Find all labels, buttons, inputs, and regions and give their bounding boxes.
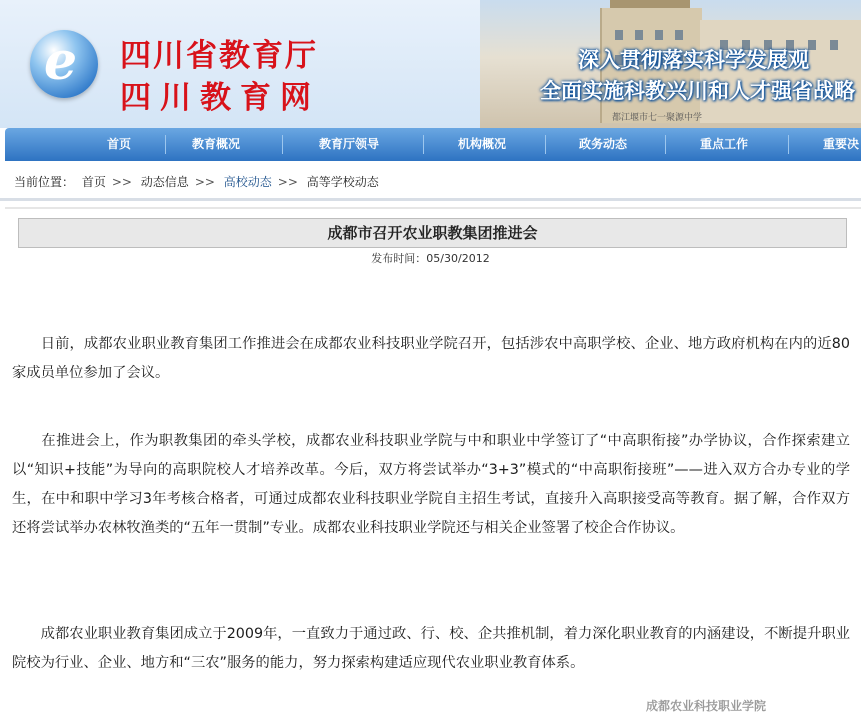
slogan-line1: 深入贯彻落实科学发展观	[578, 48, 809, 72]
building-plaque: 都江堰市七一聚源中学	[612, 113, 703, 123]
article-source: 成都农业科技职业学院	[646, 699, 767, 713]
breadcrumb-item-higher-education-news: 高等学校动态	[306, 175, 379, 189]
e-logo-icon: e	[30, 30, 98, 98]
nav-item-home[interactable]: 首页	[107, 137, 132, 151]
slogan-line2: 全面实施科教兴川和人才强省战略	[540, 79, 855, 103]
nav-item-leadership[interactable]: 教育厅领导	[319, 137, 380, 151]
breadcrumb-prefix: 当前位置：	[14, 175, 75, 189]
nav-item-important[interactable]: 重要决	[823, 137, 860, 151]
article-paragraph-1: 日前，成都农业职业教育集团工作推进会在成都农业科技职业学院召开，包括涉农中高职学校、企业、地方政府机构在内的近80家成员单位参加了会议。	[12, 336, 850, 381]
article-title: 成都市召开农业职教集团推进会	[18, 218, 847, 248]
header-banner	[0, 0, 861, 128]
nav-item-government-news[interactable]: 政务动态	[579, 137, 628, 151]
breadcrumb-item-university-news[interactable]: 高校动态	[223, 175, 272, 189]
breadcrumb-separator: >>	[111, 175, 132, 189]
article-pubdate: 发布时间：05/30/2012	[371, 252, 490, 265]
article-paragraph-3: 成都农业职业教育集团成立于2009年，一直致力于通过政、行、校、企共推机制，着力深化职业教育的内涵建设，不断提升职业院校为行业、企业、地方和“三农”服务的能力，努力探索构建适应现代农业职业教育体系。	[12, 626, 850, 671]
nav-item-key-work[interactable]: 重点工作	[700, 137, 749, 151]
breadcrumb-divider	[0, 198, 861, 201]
article-paragraph-2: 在推进会上，作为职教集团的牵头学校，成都农业科技职业学院与中和职业中学签订了“中高职衔接”办学协议，合作探索建立以“知识+技能”为导向的高职院校人才培养改革。今后，双方将尝试举办“3+3”模式的“中高职衔接班”——进入双方合办专业的学生，在中和职中学习3年考核合格者，可通过成都农业科技职业学院自主招生考试，直接升入高职接受高等教育。据了解，合作双方还将尝试举办农林牧渔类的“五年一贯制”专业。成都农业科技职业学院还与相关企业签署了校企合作协议。	[12, 433, 850, 536]
nav-item-education-overview[interactable]: 教育概况	[192, 137, 241, 151]
site-title-line1: 四川省教育厅	[120, 38, 318, 74]
content-top-divider	[5, 207, 861, 209]
breadcrumb-item-news[interactable]: 动态信息	[140, 175, 189, 189]
site-title-line2: 四川教育网	[120, 80, 320, 116]
breadcrumb-separator: >>	[277, 175, 298, 189]
nav-item-organization[interactable]: 机构概况	[458, 137, 507, 151]
breadcrumb	[14, 173, 383, 190]
breadcrumb-item-home[interactable]: 首页	[81, 175, 106, 189]
main-nav	[5, 128, 861, 161]
breadcrumb-separator: >>	[194, 175, 215, 189]
